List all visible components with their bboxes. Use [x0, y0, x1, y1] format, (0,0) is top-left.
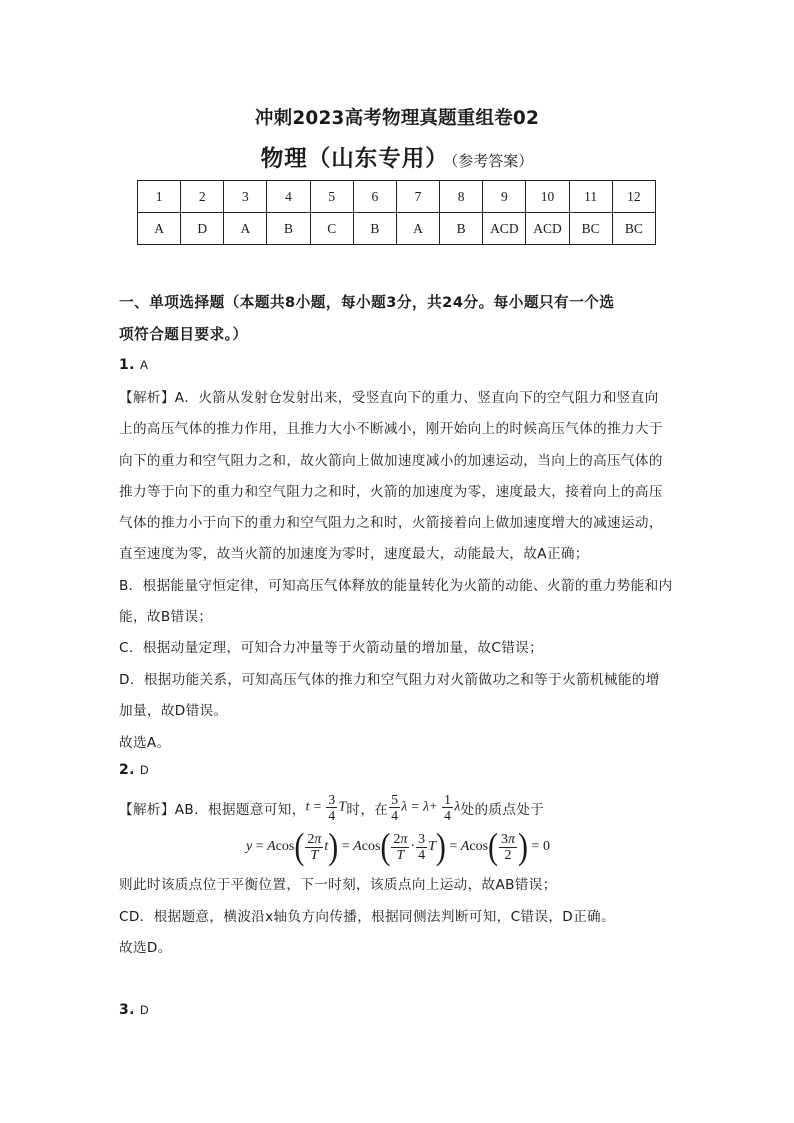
question-number-1: 1. A: [119, 357, 149, 373]
table-cell-number: 8: [440, 181, 483, 213]
analysis-line: CD．根据题意，横波沿x轴负方向传播，根据同侧法判断可知，C错误，D正确。: [119, 909, 615, 925]
table-cell-number: 1: [138, 181, 181, 213]
answer-table-answer-row: [138, 213, 656, 245]
subtitle-note: （参考答案）: [450, 152, 534, 170]
analysis-line: 向下的重力和空气阻力之和，故火箭向上做加速度减小的加速运动，当向上的高压气体的: [119, 453, 663, 469]
table-cell-number: 2: [181, 181, 224, 213]
analysis-line: 能，故B错误；: [119, 609, 213, 625]
section-heading-cont: 项符合题目要求。）: [119, 326, 248, 343]
question-answer: D: [140, 1003, 150, 1017]
question-answer: D: [140, 763, 150, 777]
table-cell-answer: ACD: [483, 213, 526, 245]
subtitle: 物理（山东专用）: [260, 146, 449, 172]
table-cell-answer: A: [396, 213, 439, 245]
analysis-line: 故选A。: [119, 735, 171, 751]
question-answer: A: [140, 358, 149, 372]
table-cell-answer: A: [138, 213, 181, 245]
displacement-formula: y = A cos ( $\frac{2\pi}{T}$ t ) = A cos ( $\frac{2\pi}{T}$ · $\frac{3}{4}$ T ) = A cos ( $\frac{3\pi}{2}$ ) = 0: [246, 825, 550, 867]
table-cell-number: 7: [396, 181, 439, 213]
analysis-line: D．根据功能关系，可知高压气体的推力和空气阻力对火箭做功之和等于火箭机械能的增: [119, 672, 660, 688]
answer-table-number-row: [138, 181, 656, 213]
analysis-line: 加量，故D错误。: [119, 703, 228, 719]
table-cell-answer: C: [310, 213, 353, 245]
table-cell-answer: B: [440, 213, 483, 245]
subtitle-row: [0, 141, 794, 173]
answer-table: [137, 180, 656, 245]
inline-formula-position: $\frac{5}{4}$ λ = λ+ $\frac{1}{4}$ λ: [391, 792, 461, 823]
table-cell-number: 10: [526, 181, 569, 213]
table-cell-number: 4: [267, 181, 310, 213]
table-cell-number: 3: [224, 181, 267, 213]
table-cell-number: 6: [353, 181, 396, 213]
analysis-line: 气体的推力小于向下的重力和空气阻力之和时，火箭接着向上做加速度增大的减速运动，: [119, 515, 663, 531]
table-cell-number: 5: [310, 181, 353, 213]
question-number-2: 2. D: [119, 762, 150, 778]
analysis-line: 则此时该质点位于平衡位置，下一时刻，该质点向上运动，故AB错误；: [119, 877, 557, 893]
analysis-line-with-math: 【解析】AB．根据题意可知， t = $\frac{3}{4}$ T 时，在 $\frac{5}{4}$ λ = λ+ $\frac{1}{4}$ λ 处的质点处于: [119, 792, 545, 823]
table-cell-answer: BC: [612, 213, 655, 245]
table-cell-answer: B: [267, 213, 310, 245]
question-number-3: 3. D: [119, 1002, 150, 1018]
page-title: 冲刺2023高考物理真题重组卷02: [254, 108, 540, 129]
section-heading: 一、单项选择题（本题共8小题，每小题3分，共24分。每小题只有一个选: [119, 294, 615, 311]
table-cell-answer: BC: [569, 213, 612, 245]
table-cell-number: 9: [483, 181, 526, 213]
analysis-line: 推力等于向下的重力和空气阻力之和时，火箭的加速度为零，速度最大，接着向上的高压: [119, 484, 663, 500]
table-cell-answer: D: [181, 213, 224, 245]
analysis-line: 故选D。: [119, 940, 172, 956]
analysis-line: B．根据能量守恒定律，可知高压气体释放的能量转化为火箭的动能、火箭的重力势能和内: [119, 578, 673, 594]
table-cell-number: 12: [612, 181, 655, 213]
table-cell-answer: B: [353, 213, 396, 245]
analysis-line: C．根据动量定理，可知合力冲量等于火箭动量的增加量，故C错误；: [119, 640, 544, 656]
inline-formula-time: t = $\frac{3}{4}$ T: [305, 792, 347, 823]
analysis-line: 【解析】A．火箭从发射仓发射出来，受竖直向下的重力、竖直向下的空气阻力和竖直向: [119, 390, 659, 406]
table-cell-answer: ACD: [526, 213, 569, 245]
analysis-line: 直至速度为零，故当火箭的加速度为零时，速度最大，动能最大，故A正确；: [119, 546, 589, 562]
table-cell-answer: A: [224, 213, 267, 245]
analysis-line: 上的高压气体的推力作用，且推力大小不断减小，刚开始向上的时候高压气体的推力大于: [119, 421, 663, 437]
table-cell-number: 11: [569, 181, 612, 213]
